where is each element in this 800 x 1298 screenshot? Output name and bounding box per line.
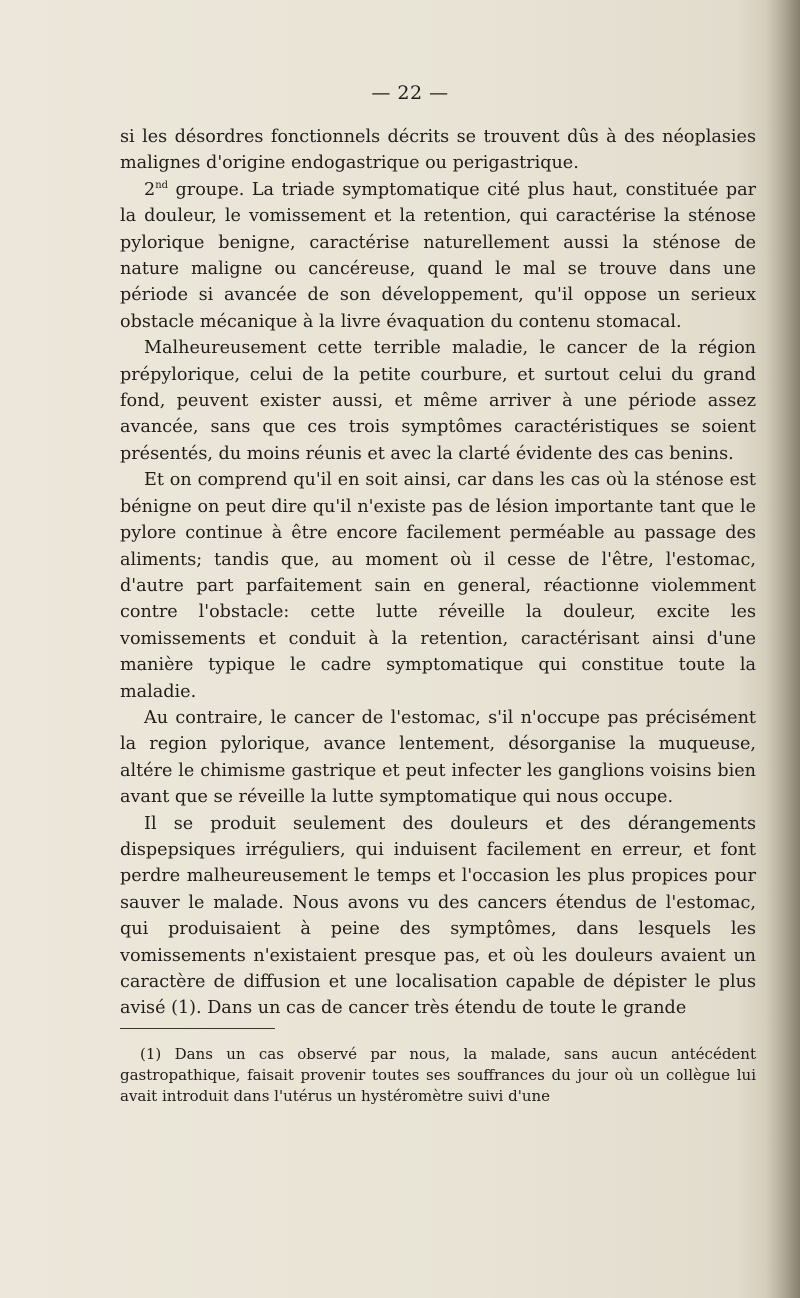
paragraph-2	[120, 177, 756, 335]
ordinal-suffix: nd	[155, 179, 169, 191]
group-number: 2	[144, 179, 156, 200]
main-text	[120, 124, 756, 1022]
footnote-divider	[120, 1028, 275, 1029]
paragraph-5: Au contraire, le cancer de l'estomac, s'il n'occupe pas précisément la region pylorique, avance lentement, désorganise la muqueuse, altére le chimisme gastrique et peut infecter les ganglions voisins bien avant que se réveille la lutte symptomatique qui nous occupe.	[120, 707, 756, 808]
paragraph-3: Malheureusement cette terrible maladie, le cancer de la région prépylorique, celui de la petite courbure, et surtout celui du grand fond, peuvent exister aussi, et même arriver à une période assez avancée, sans que ces trois symptômes caractéristiques se soient présentés, du moins réunis et avec la clarté évidente des cas benins.	[120, 338, 756, 464]
paragraph-2-text: groupe. La triade symptomatique cité plus haut, constituée par la douleur, le vomissement et la retention, qui caractérise la sténose pylorique benigne, caractérise naturellement aussi la sténose de nature maligne ou cancéreuse, quand le mal se trouve dans une période si avancée de son développement, qu'il oppose un serieux obstacle mécanique à la livre évaquation du contenu stomacal.	[120, 179, 756, 332]
page-number-header: — 22 —	[371, 82, 449, 104]
footnotes	[120, 1044, 756, 1107]
paragraph-4: Et on comprend qu'il en soit ainsi, car dans les cas où la sténose est bénigne on peut dire qu'il n'existe pas de lésion importante tant que le pylore continue à être encore facilement perméable au passage des aliments; tandis que, au moment où il cesse de l'être, l'estomac, d'autre part parfaitement sain en general, réactionne violemment contre l'obstacle: cette lutte réveille la douleur, excite les vomissements et conduit à la retention, caractérisant ainsi d'une manière typique le cadre symptomatique qui constitue toute la maladie.	[120, 470, 756, 702]
page-edge-shadow	[766, 0, 800, 1298]
paragraph-6: Il se produit seulement des douleurs et des dérangements dispepsiques irréguliers, qui induisent facilement en erreur, et font perdre malheureusement le temps et l'occasion les plus propices pour sauver le malade. Nous avons vu des cancers étendus de l'estomac, qui produisaient à peine des symptômes, dans lesquels les vomissements n'existaient presque pas, et où les douleurs avaient un caractère de diffusion et une localisation capable de dépister le plus avisé (1). Dans un cas de cancer très étendu de toute le grande	[120, 813, 756, 1019]
footnote-1: (1) Dans un cas observé par nous, la malade, sans aucun antécédent gastropathique, faisait provenir toutes ses souffrances du jour où un collègue lui avait introduit dans l'utérus un hystéromètre suivi d'une	[120, 1045, 756, 1105]
paragraph-1: si les désordres fonctionnels décrits se trouvent dûs à des néoplasies malignes d'origine endogastrique ou perigastrique.	[120, 127, 756, 174]
